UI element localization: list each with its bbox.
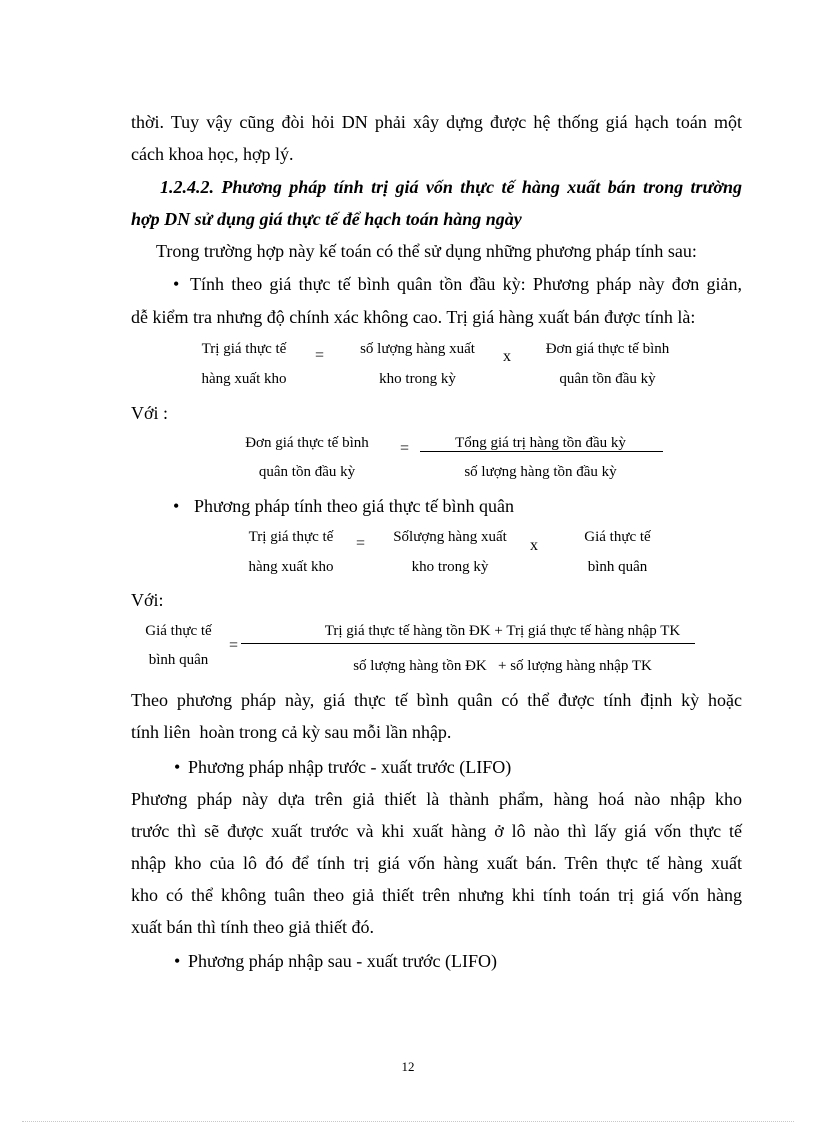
formula-term: Trị giá thực tế bbox=[248, 529, 334, 545]
equals-sign: = bbox=[356, 535, 366, 552]
paragraph-line: tính liên hoàn trong cả kỳ sau mỗi lần nhập. bbox=[131, 722, 452, 742]
page-border bbox=[22, 1121, 794, 1122]
intro-sentence: Trong trường hợp này kế toán có thể sử dụng những phương pháp tính sau: bbox=[156, 241, 697, 261]
page-number: 12 bbox=[401, 1059, 415, 1074]
paragraph-line: xuất bán thì tính theo giả thiết đó. bbox=[131, 917, 374, 937]
paragraph-line: Theo phương pháp này, giá thực tế bình quân có thể được tính định kỳ hoặc bbox=[131, 690, 742, 710]
bullet-symbol: • bbox=[173, 274, 180, 294]
bullet-text: Phương pháp tính theo giá thực tế bình quân bbox=[194, 496, 514, 516]
equals-sign: = bbox=[229, 637, 239, 654]
bullet-text: Phương pháp nhập sau - xuất trước (LIFO) bbox=[188, 951, 497, 971]
formula-term: bình quân bbox=[587, 559, 648, 575]
paragraph-line: cách khoa học, hợp lý. bbox=[131, 144, 294, 164]
formula-term: Giá thực tế bbox=[584, 529, 651, 545]
fraction-bar bbox=[420, 451, 663, 452]
paragraph-line: kho có thể không tuân theo giả thiết trên nhưng khi tính toán trị giá vốn hàng bbox=[131, 885, 742, 905]
formula-term: Đơn giá thực tế bình bbox=[245, 435, 369, 451]
formula-term: quân tồn đầu kỳ bbox=[258, 464, 356, 480]
paragraph-line: trước thì sẽ được xuất trước và khi xuất hàng ở lô nào thì lấy giá vốn thực tế bbox=[131, 821, 742, 841]
bullet-text: Phương pháp nhập trước - xuất trước (LIFO) bbox=[188, 757, 512, 777]
equals-sign: = bbox=[400, 440, 410, 457]
section-heading: 1.2.4.2. Phương pháp tính trị giá vốn thực tế hàng xuất bán trong trường bbox=[160, 177, 742, 197]
bullet-text: Tính theo giá thực tế bình quân tồn đầu kỳ: Phương pháp này đơn giản, bbox=[190, 274, 742, 294]
bullet-symbol: • bbox=[173, 496, 180, 516]
formula-term: Sốlượng hàng xuất bbox=[393, 529, 507, 545]
with-label: Với: bbox=[131, 590, 164, 610]
fraction-numerator: Tổng giá trị hàng tồn đầu kỳ bbox=[455, 435, 626, 451]
with-label: Với : bbox=[131, 403, 169, 423]
formula-term: quân tồn đầu kỳ bbox=[559, 371, 656, 387]
multiply-sign: x bbox=[530, 537, 538, 554]
fraction-denominator: số lượng hàng tồn ĐK + số lượng hàng nhập TK bbox=[353, 658, 652, 674]
formula-term: kho trong kỳ bbox=[411, 559, 489, 575]
fraction-numerator: Trị giá thực tế hàng tồn ĐK + Trị giá thực tế hàng nhập TK bbox=[324, 623, 681, 639]
formula-term: kho trong kỳ bbox=[379, 371, 456, 387]
multiply-sign: x bbox=[503, 348, 511, 365]
paragraph-line: nhập kho của lô đó để tính trị giá vốn hàng xuất bán. Trên thực tế hàng xuất bbox=[131, 853, 742, 873]
section-heading: hợp DN sử dụng giá thực tế để hạch toán hàng ngày bbox=[131, 209, 522, 229]
formula-term: Trị giá thực tế bbox=[201, 341, 287, 357]
formula-term: Đơn giá thực tế bình bbox=[545, 341, 670, 357]
fraction-bar bbox=[241, 643, 695, 644]
formula-term: hàng xuất kho bbox=[248, 559, 334, 575]
equals-sign: = bbox=[315, 347, 325, 364]
paragraph-line: Phương pháp này dựa trên giả thiết là thành phẩm, hàng hoá nào nhập kho bbox=[131, 789, 742, 809]
formula-term: số lượng hàng xuất bbox=[360, 341, 475, 357]
bullet-symbol: • bbox=[174, 757, 181, 777]
paragraph-line: thời. Tuy vậy cũng đòi hỏi DN phải xây dựng được hệ thống giá hạch toán một bbox=[131, 112, 742, 132]
formula-term: hàng xuất kho bbox=[201, 371, 287, 387]
formula-term: Giá thực tế bbox=[145, 623, 212, 639]
bullet-symbol: • bbox=[174, 951, 181, 971]
paragraph-line: dễ kiểm tra nhưng độ chính xác không cao. Trị giá hàng xuất bán được tính là: bbox=[131, 307, 696, 327]
fraction-denominator: số lượng hàng tồn đầu kỳ bbox=[464, 464, 617, 480]
formula-term: bình quân bbox=[148, 652, 209, 668]
